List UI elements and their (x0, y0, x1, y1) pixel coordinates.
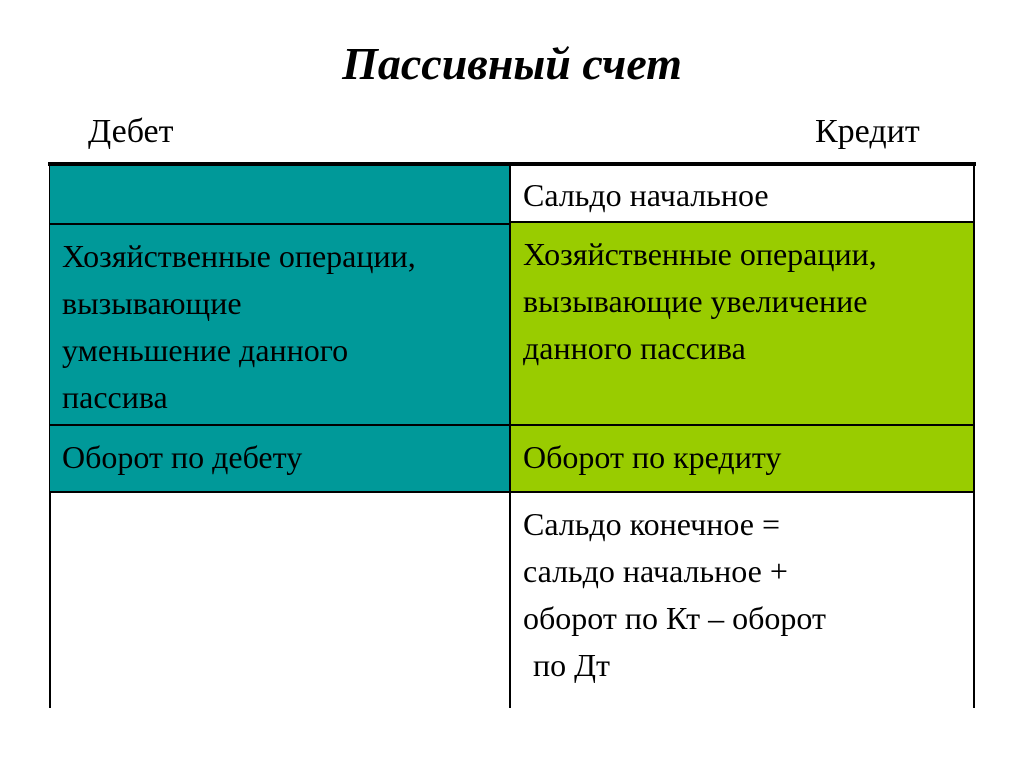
closing-credit-line: сальдо начальное + (523, 553, 788, 589)
closing-debit-cell (49, 493, 511, 708)
debit-column-label: Дебет (88, 113, 174, 150)
opening-debit-cell (49, 166, 511, 223)
opening-credit-cell (511, 166, 975, 223)
page-title: Пассивный счет (342, 38, 682, 89)
operations-debit-line: уменьшение данного (62, 332, 349, 368)
operations-credit-cell (511, 223, 975, 424)
operations-credit-line: Хозяйственные операции, (523, 236, 877, 272)
opening-balance-text: Сальдо начальное (523, 177, 769, 213)
turnover-credit-cell (511, 424, 975, 493)
operations-debit-line: Хозяйственные операции, (62, 238, 416, 274)
turnover-credit-text: Оборот по кредиту (523, 439, 782, 475)
operations-credit-line: данного пассива (523, 330, 746, 366)
closing-credit-cell (511, 493, 975, 708)
turnover-debit-cell (49, 424, 511, 493)
operations-debit-line: пассива (62, 379, 168, 415)
closing-credit-line: Сальдо конечное = (523, 506, 780, 542)
operations-debit-cell (49, 223, 511, 424)
turnover-debit-text: Оборот по дебету (62, 439, 303, 475)
operations-debit-line: вызывающие (62, 285, 242, 321)
operations-credit-line: вызывающие увеличение (523, 283, 868, 319)
closing-credit-line: по Дт (533, 647, 610, 683)
credit-column-label: Кредит (815, 113, 920, 150)
closing-credit-line: оборот по Кт – оборот (523, 600, 826, 636)
